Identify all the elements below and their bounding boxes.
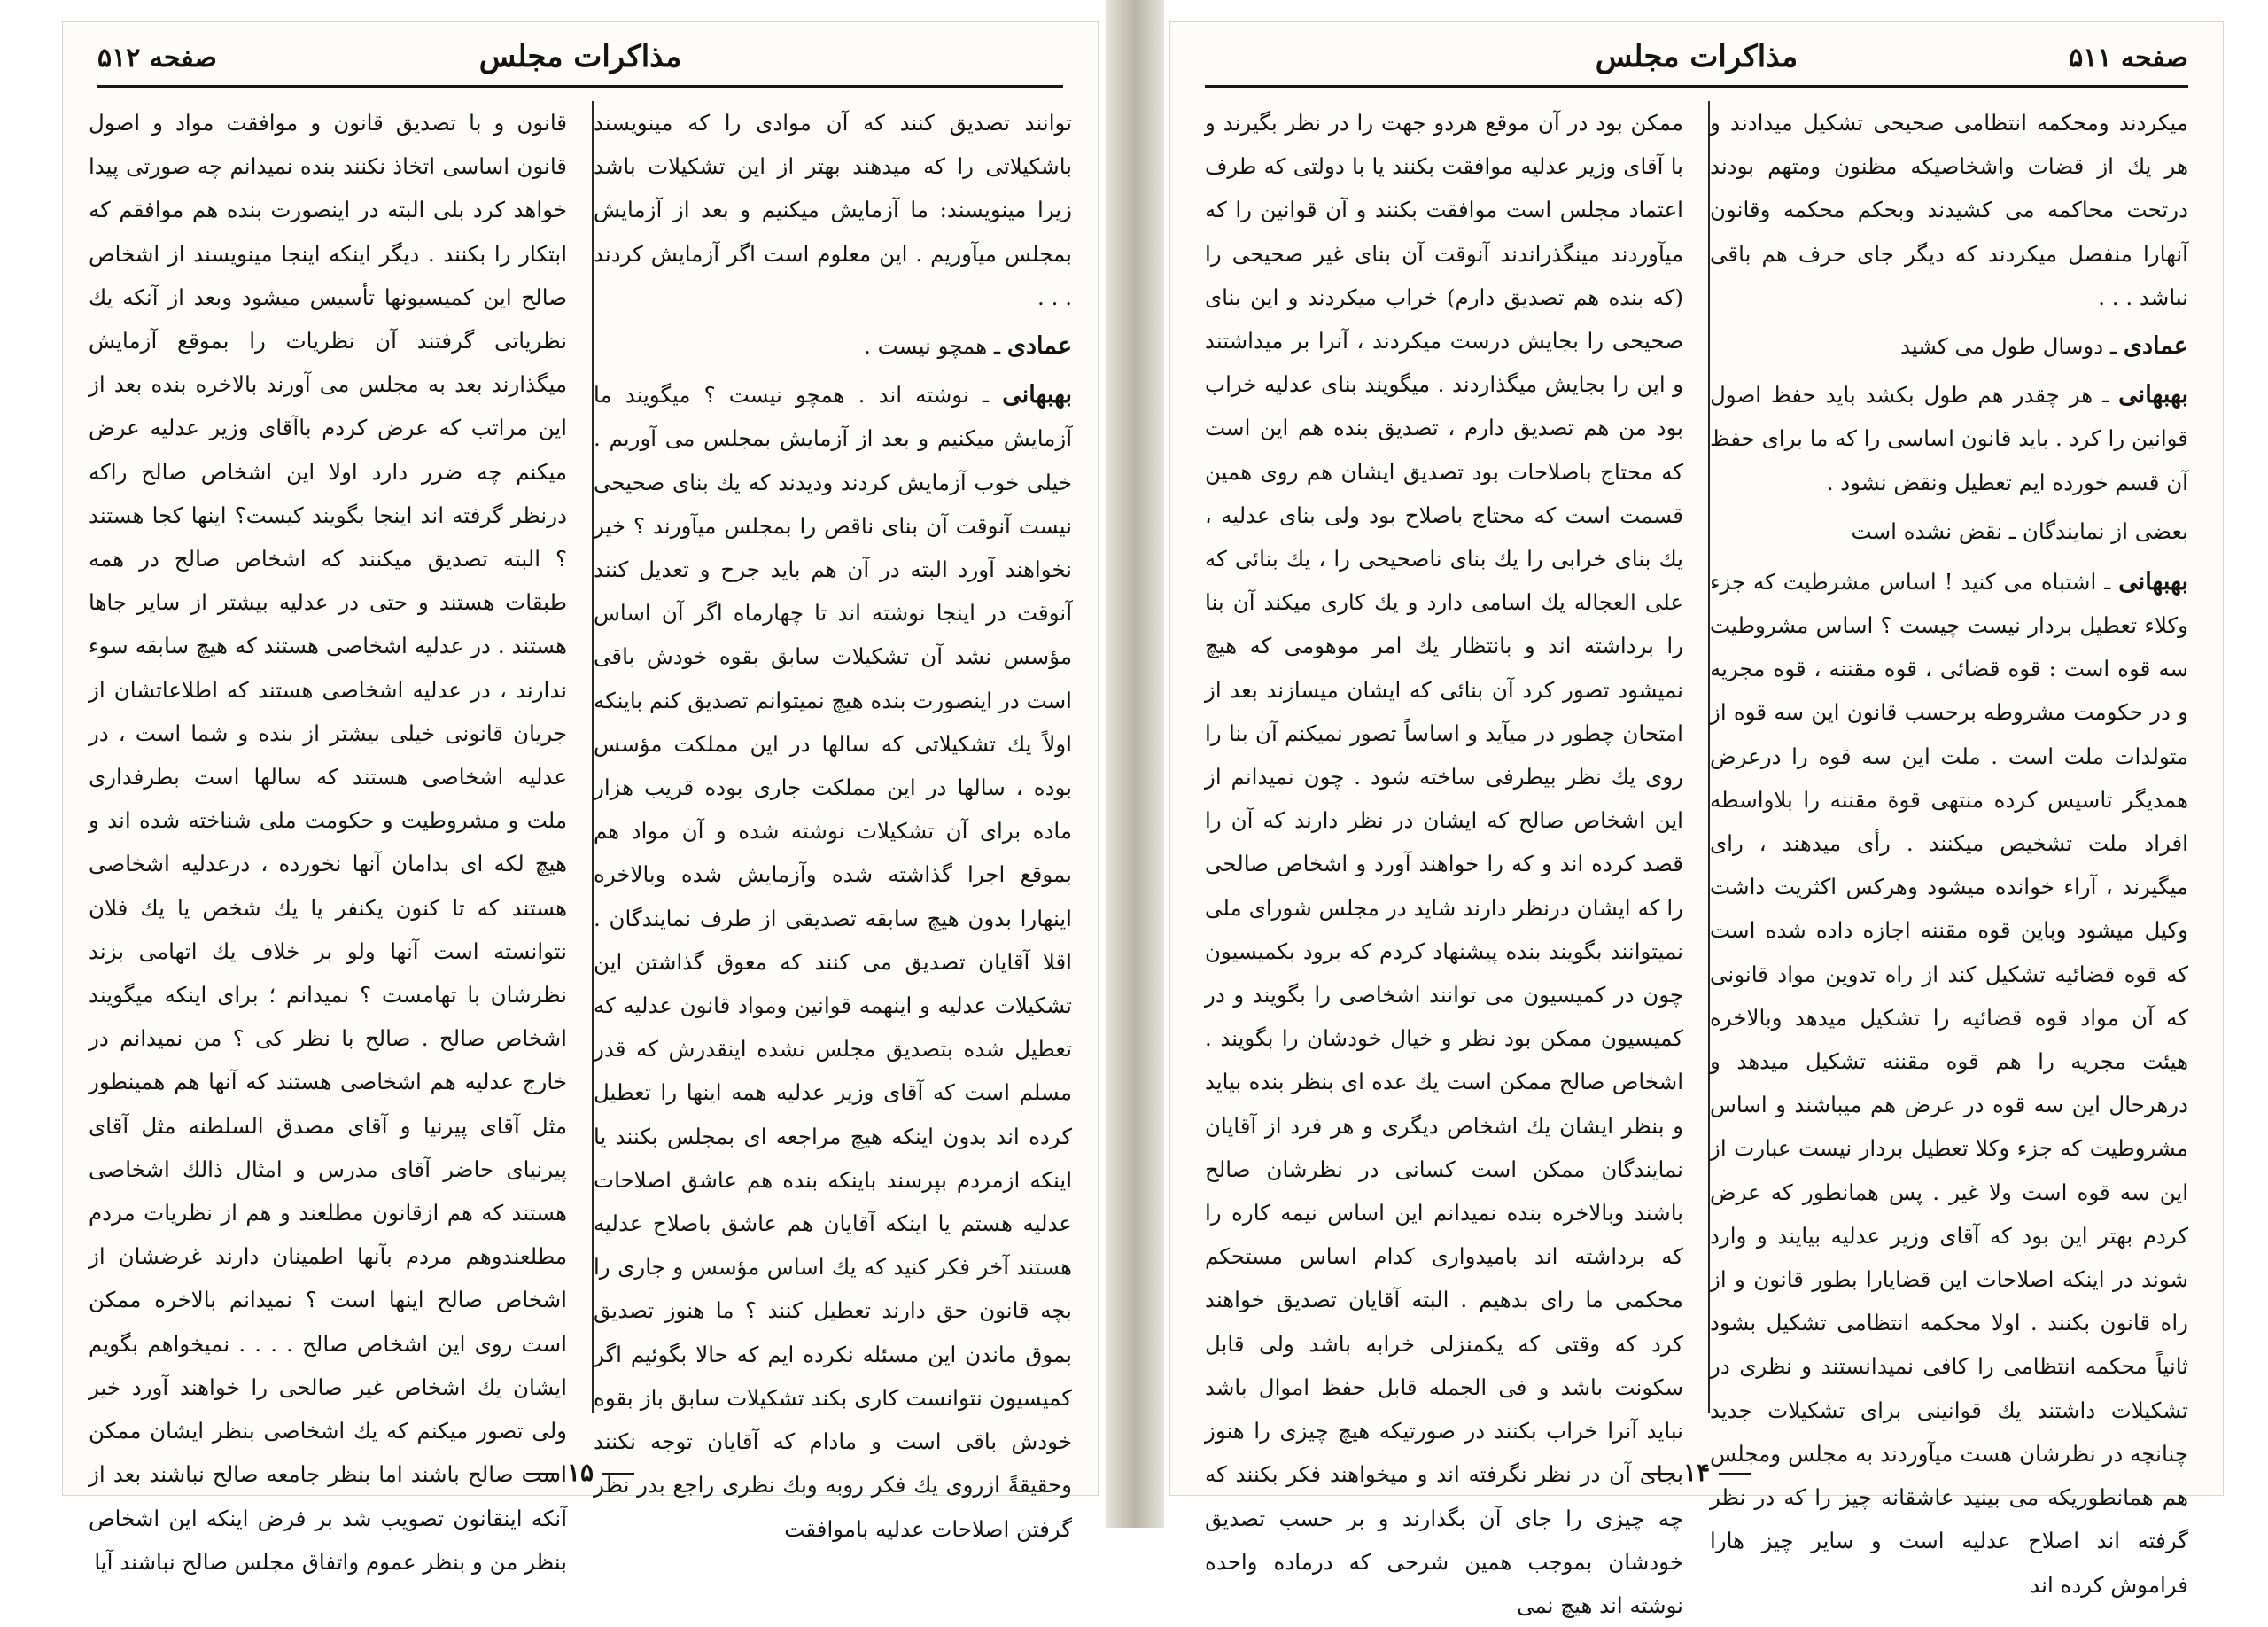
paragraph-text: همچو نیست . <box>864 333 988 360</box>
paragraph <box>594 324 1072 368</box>
speaker-name: عمادی <box>2123 332 2188 361</box>
page-title: مذاکرات مجلس <box>1595 39 1798 74</box>
paragraph <box>89 101 567 1584</box>
speaker-dash: ـ <box>2093 382 2119 409</box>
page-number-label: صفحه ۵۱۱ <box>2069 43 2188 74</box>
column-right <box>592 101 1072 1542</box>
column-left <box>89 101 567 1575</box>
paragraph <box>1710 373 2188 504</box>
speaker-name: بهبهانی <box>1002 381 1072 409</box>
page-511 <box>1169 21 2224 1618</box>
speaker-dash: ـ <box>987 333 1007 360</box>
speaker-note: بعضی از نمایندگان ـ نقض نشده است <box>1851 518 2188 544</box>
page-header <box>1205 35 2188 88</box>
page-number-label: صفحه ۵۱۲ <box>97 43 217 74</box>
paragraph <box>1710 560 2188 1607</box>
page-footer-number: ۱۴ <box>1169 1458 2224 1487</box>
paragraph <box>1710 101 2188 319</box>
paragraph-text: میکردند ومحکمه انتظامی صحیحی تشکیل میدادند و هر یك از قضات واشخاصیکه مظنون ومتهم بودند درتحت محاکمه می کشیدند وبحکم محکمه وقانون آنهارا منفصل میکردند که دیگر جای حرف هم باقی نباشد . . . <box>1710 110 2188 310</box>
speaker-dash: ـ <box>968 382 1003 409</box>
speaker-dash: ـ <box>2096 568 2119 595</box>
speaker-name: بهبهانی <box>2118 567 2188 596</box>
paragraph-text: دوسال طول می کشید <box>1899 333 2104 360</box>
page-header <box>97 35 1063 88</box>
paragraph <box>594 373 1072 1550</box>
paragraph-text: هر چقدر هم طول بکشد باید حفظ اصول قوانین را کرد . باید قانون اساسی را که ما برای حفظ آن قسم خورده ایم تعطیل ونقض نشود . <box>1710 382 2188 495</box>
page-footer-number: ۱۵ <box>62 1458 1099 1487</box>
paragraph-text: قانون و با تصدیق قانون و موافقت مواد و اصول قانون اساسی اتخاذ نکنند بنده نمیدانم چه صورتی پیدا خواهد کرد بلی البته در اینصورت بنده هم موافقم که ابتکار را بکنند . دیگر اینکه اینجا مینویسند از اشخاص صالح این کمیسیونها تأسیس میشود وبعد از آنکه یك نظریاتی گرفتند آن نظریات را بموقع آزمایش میگذارند بعد به مجلس می آورند بالاخره بنده بعد از این مراتب که عرض کردم باآقای وزیر عدلیه عرض میکنم چه ضرر دارد اولا این اشخاص صالح راکه درنظر گرفته اند اینجا بگویند کیست؟ اینها کجا هستند ؟ البته تصدیق میکنند که اشخاص صالح در همه طبقات هستند و حتی در عدلیه بیشتر از سایر جاها هستند . در عدلیه اشخاصی هستند که هیچ سابقه سوء ندارند ، در عدلیه اشخاصی هستند که اطلاعاتشان از جریان قانونی خیلی بیشتر از بنده و شما است ، در عدلیه اشخاصی هستند که سالها است بطرفداری ملت و مشروطیت و حکومت ملی شناخته شده اند و هیچ لکه ای بدامان آنها نخورده ، درعدلیه اشخاصی هستند که تا کنون یکنفر یا یك شخص یا یك فلان نتوانسته است آنها ولو بر خلاف یك اتهامی بزند نظرشان با تهامست ؟ نمیدانم ؛ برای اینکه میگویند اشخاص صالح . صالح با نظر کی ؟ من نمیدانم در خارج عدلیه هم اشخاصی هستند که آنها هم همینطور مثل آقای پیرنیا و آقای مصدق السلطنه مثل آقای پیرنیای حاضر آقای مدرس و امثال ذالك اشخاصی هستند که هم ازقانون مطلعند و هم از نظریات مردم مطلعندوهم مردم بآنها اطمینان دارند غرضشان از اشخاص صالح اینها است ؟ نمیدانم بالاخره ممکن است روی این اشخاص صالح . . . . نمیخواهم بگویم ایشان یك اشخاص غیر صالحی را خواهند آورد خیر ولی تصور میکنم که یك اشخاصی بنظر ایشان ممکن است صالح باشند اما بنظر جامعه صالح نباشند بعد از آنکه اینقانون تصویب شد بر فرض اینکه این اشخاص بنظر من و بنظر عموم واتفاق مجلس صالح نباشند آیا <box>89 110 567 1575</box>
paragraph-text: ممکن بود در آن موقع هردو جهت را در نظر بگیرند و با آقای وزیر عدلیه موافقت بکنند یا با دولتی که طرف اعتماد مجلس است موافقت بکنند و آن قوانین را که میآوردند مینگذراندند آنوقت آن بنای غیر صحیحی را (که بنده هم تصدیق دارم) خراب میکردند و این بنای صحیحی را بجایش درست میکردند ، آنرا بر میداشتند و این را بجایش میگذاردند . میگویند بنای عدلیه خراب بود من هم تصدیق دارم ، تصدیق بنده هم این است که محتاج باصلاحات بود تصدیق ایشان هم روی همین قسمت است که محتاج باصلاح بود ولی بنای عدلیه ، یك بنای خرابی را یك بنای ناصحیحی را ، یك بنائی که علی العجاله یك اسامی دارد و یك کاری میکند آن بنا را برداشته اند و بانتظار یك امر موهومی که هیچ نمیشود تصور کرد آن بنائی که ایشان میسازند بعد از امتحان چطور در میآید و اساساً تصور نمیکنم آن بنا را روی یك نظر بیطرفی ساخته شود . چون نمیدانم از این اشخاص صالح که ایشان در نظر دارند که آن را قصد کرده اند و که را خواهند آورد و اشخاص صالحی را که ایشان درنظر دارند شاید در مجلس شورای ملی نمیتوانند بگویند بنده پیشنهاد کردم که برود بکمیسیون چون در کمیسیون می توانند اشخاصی را بگویند و در کمیسیون ممکن بود نظر و خیال خودشان را بگویند . اشخاص صالح ممکن است یك عده ای بنظر بنده بیاید و بنظر ایشان یك اشخاص دیگری و هر فرد از آقایان نمایندگان ممکن است کسانی در نظرشان صالح باشند وبالاخره بنده نمیدانم این اساس نیمه کاره را که برداشته اند بامیدواری کدام اساس مستحکم محکمی ما رای بدهیم . البته آقایان تصدیق خواهند کرد که وقتی که یکمنزلی خرابه باشد ولی قابل سکونت باشد و فی الجمله قابل حفظ اموال باشد نباید آنرا خراب بکنند در صورتیکه هیچ چیزی را هنوز بجای آن در نظر نگرفته اند و میخواهند فکر بکنند که چه چیزی را جای آن بگذارند و بر حسب تصدیق خودشان بموجب همین شرحی که درماده واحده نوشته اند هیچ نمی <box>1205 110 1683 1618</box>
speaker-dash: ـ <box>2103 333 2124 360</box>
speaker-name: بهبهانی <box>2118 381 2188 409</box>
paragraph-text: توانند تصدیق کنند که آن موادی را که مینویسند باشکیلاتی را که میدهند بهتر از این تشکیلات باشد زیرا مینویسند: ما آزمایش میکنیم و بعد از آزمایش بمجلس میآوریم . این معلوم است اگر آزمایش کردند . . . <box>594 110 1072 310</box>
paragraph <box>1710 324 2188 368</box>
speaker-name: عمادی <box>1006 332 1072 361</box>
book-gutter <box>1106 0 1164 1528</box>
page-512 <box>62 21 1099 1575</box>
paragraph-text: نوشته اند . همچو نیست ؟ میگویند ما آزمایش میکنیم و بعد از آزمایش بمجلس می آوریم . خیلی خوب آزمایش کردند ودیدند که یك بنای صحیحی نیست آنوقت آن بنای ناقص را بمجلس میآورند ؟ خیر نخواهند آورد البته در آن هم باید جرح و تعدیل کنند آنوقت در اینجا نوشته اند تا چهارماه اگر آن اساس مؤسس نشد آن تشکیلات سابق بقوه خودش باقی است در اینصورت بنده هیچ نمیتوانم تصدیق کنم باینکه اولاً یك تشکیلاتی که سالها در این مملکت مؤسس بوده ، سالها در این مملکت جاری بوده قریب هزار ماده برای آن تشکیلات نوشته شده و آن مواد هم بموقع اجرا گذاشته شده وآزمایش شده وبالاخره اینهارا بدون هیچ سابقه تصدیقی از طرف نمایندگان . اقلا آقایان تصدیق می کنند که معوق گذاشتن این تشکیلات عدلیه و اینهمه قوانین ومواد قانون عدلیه که تعطیل شده بتصدیق مجلس نشده اینقدرش که قدر مسلم است که آقای وزیر عدلیه همه اینها را تعطیل کرده اند بدون اینکه هیچ مراجعه ای بمجلس بکنند یا اینکه ازمردم بپرسند باینکه بنده هم عاشق اصلاحات عدلیه هستم یا اینکه آقایان هم عاشق باصلاح عدلیه هستند آخر فکر کنید که یك اساس مؤسس و جاری را بچه قانون حق دارند تعطیل کنند ؟ ما هنوز تصدیق بموق ماندن این مسئله نکرده ایم که حالا بگوئیم اگر کمیسیون نتوانست کاری بکند تشکیلات سابق باز بقوه خودش باقی است و مادام که آقایان توجه نکنند وحقیقةً ازروی یك فکر روبه وبك نظری راجع بدر نظر گرفتن اصلاحات عدلیه باموافقت <box>594 382 1072 1542</box>
page-title: مذاکرات مجلس <box>478 39 682 74</box>
paragraph <box>1205 101 1683 1627</box>
paragraph <box>594 101 1072 319</box>
column-right <box>1708 101 2188 1598</box>
paragraph-text: اشتباه می کنید ! اساس مشرطیت که جزء وکلاء تعطیل بردار نیست چیست ؟ اساس مشروطیت سه قوه است : قوه قضائی ، قوه مقننه ، قوه مجریه و در حکومت مشروطه برحسب قانون این سه قوه از متولدات ملت است . ملت این سه قوه را درعرض همدیگر تاسیس کرده منتهی قوة مقننه را بلاواسطه افراد ملت تشخیص میکنند . رأی میدهند ، رای میگیرند ، آراء خوانده میشود وهرکس اکثریت داشت وکیل میشود وباین قوه مقننه اجازه داده شده است که قوه قضائیه تشکیل کند از راه تدوین مواد قانونی که آن مواد قوه قضائیه را تشکیل میدهد وبالاخره هیئت مجریه را هم قوه مقننه تشکیل میدهد و درهرحال این سه قوه در عرض هم میباشند و اساس مشروطیت که جزء وکلا تعطیل بردار نیست عبارت از این سه قوه است ولا غیر . پس همانطور که عرض کردم بهتر این بود که آقای وزیر عدلیه بیایند و وارد شوند در اینکه اصلاحات این قضایارا بطور قانون و از راه قانون بکنند . اولا محکمه انتظامی تشکیل بشود ثانیاً محکمه انتظامی را کافی نمیدانستند و نظری در تشکیلات داشتند یك قوانینی برای تشکیلات جدید چنانچه در نظرشان هست میآوردند به مجلس ومجلس هم همانطوریکه می بینید عاشقانه چیز را که در نظر گرفته اند اصلاح عدلیه است و سایر چیز هارا فراموش کرده اند <box>1710 568 2188 1598</box>
column-left <box>1205 101 1683 1618</box>
